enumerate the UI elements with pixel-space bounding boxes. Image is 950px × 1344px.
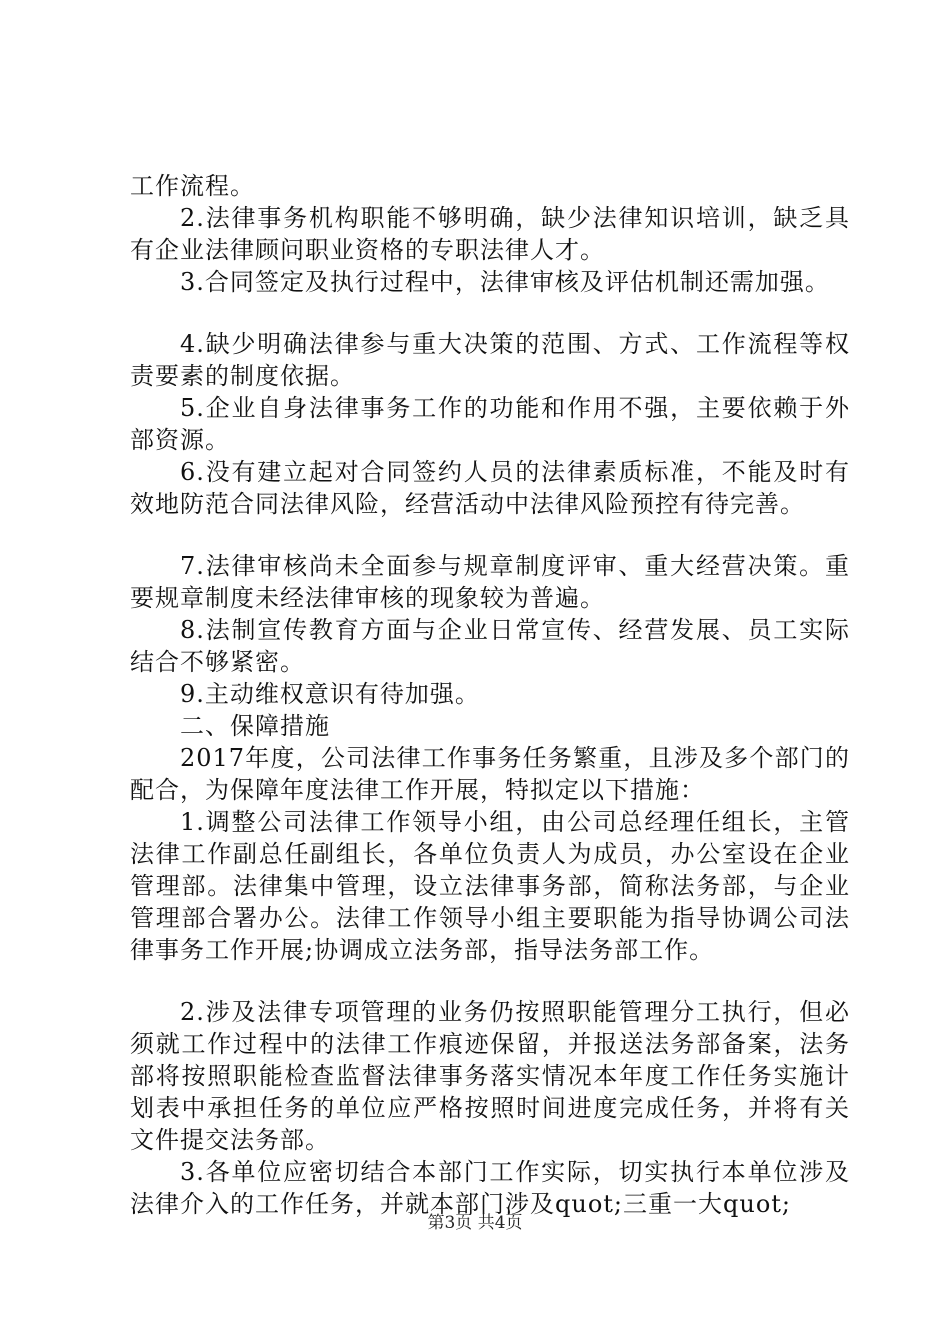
paragraph-item-3: 3.合同签定及执行过程中，法律审核及评估机制还需加强。 [180, 268, 830, 296]
paragraph-measure-3: 3.各单位应密切结合本部门工作实际，切实执行本单位涉及法律介入的工作任务，并就本部门涉及quot;三重一大quot; [130, 1158, 850, 1218]
paragraph-item-9: 9.主动维权意识有待加强。 [180, 680, 480, 708]
paragraph-intro: 2017年度，公司法律工作事务任务繁重，且涉及多个部门的配合，为保障年度法律工作开展，特拟定以下措施： [130, 744, 850, 804]
paragraph-item-8: 8.法制宣传教育方面与企业日常宣传、经营发展、员工实际结合不够紧密。 [130, 616, 850, 676]
paragraph-gap [130, 966, 850, 996]
paragraph-measure-1: 1.调整公司法律工作领导小组，由公司总经理任组长，主管法律工作副总任副组长，各单位负责人为成员，办公室设在企业管理部。法律集中管理，设立法律事务部，简称法务部，与企业管理部合署办公。法律工作领导小组主要职能为指导协调公司法律事务工作开展;协调成立法务部，指导法务部工作。 [130, 808, 850, 964]
paragraph-item-7: 7.法律审核尚未全面参与规章制度评审、重大经营决策。重要规章制度未经法律审核的现象较为普遍。 [130, 552, 850, 612]
paragraph-measure-2: 2.涉及法律专项管理的业务仍按照职能管理分工执行，但必须就工作过程中的法律工作痕迹保留，并报送法务部备案，法务部将按照职能检查监督法律事务落实情况本年度工作任务实施计划表中承担任务的单位应严格按照时间进度完成任务，并将有关文件提交法务部。 [130, 998, 850, 1154]
paragraph-gap [130, 298, 850, 328]
paragraph-gap [130, 520, 850, 550]
document-body [130, 170, 850, 1220]
paragraph-item-4: 4.缺少明确法律参与重大决策的范围、方式、工作流程等权责要素的制度依据。 [130, 330, 850, 390]
paragraph-item-5: 5.企业自身法律事务工作的功能和作用不强，主要依赖于外部资源。 [130, 394, 850, 454]
page-footer: 第3页 共4页 [427, 1213, 523, 1233]
paragraph-item-2: 2.法律事务机构职能不够明确，缺少法律知识培训，缺乏具有企业法律顾问职业资格的专职法律人才。 [130, 204, 850, 264]
section-heading: 二、保障措施 [180, 712, 330, 740]
paragraph-continuation: 工作流程。 [130, 172, 255, 200]
paragraph-item-6: 6.没有建立起对合同签约人员的法律素质标准，不能及时有效地防范合同法律风险，经营活动中法律风险预控有待完善。 [130, 458, 850, 518]
